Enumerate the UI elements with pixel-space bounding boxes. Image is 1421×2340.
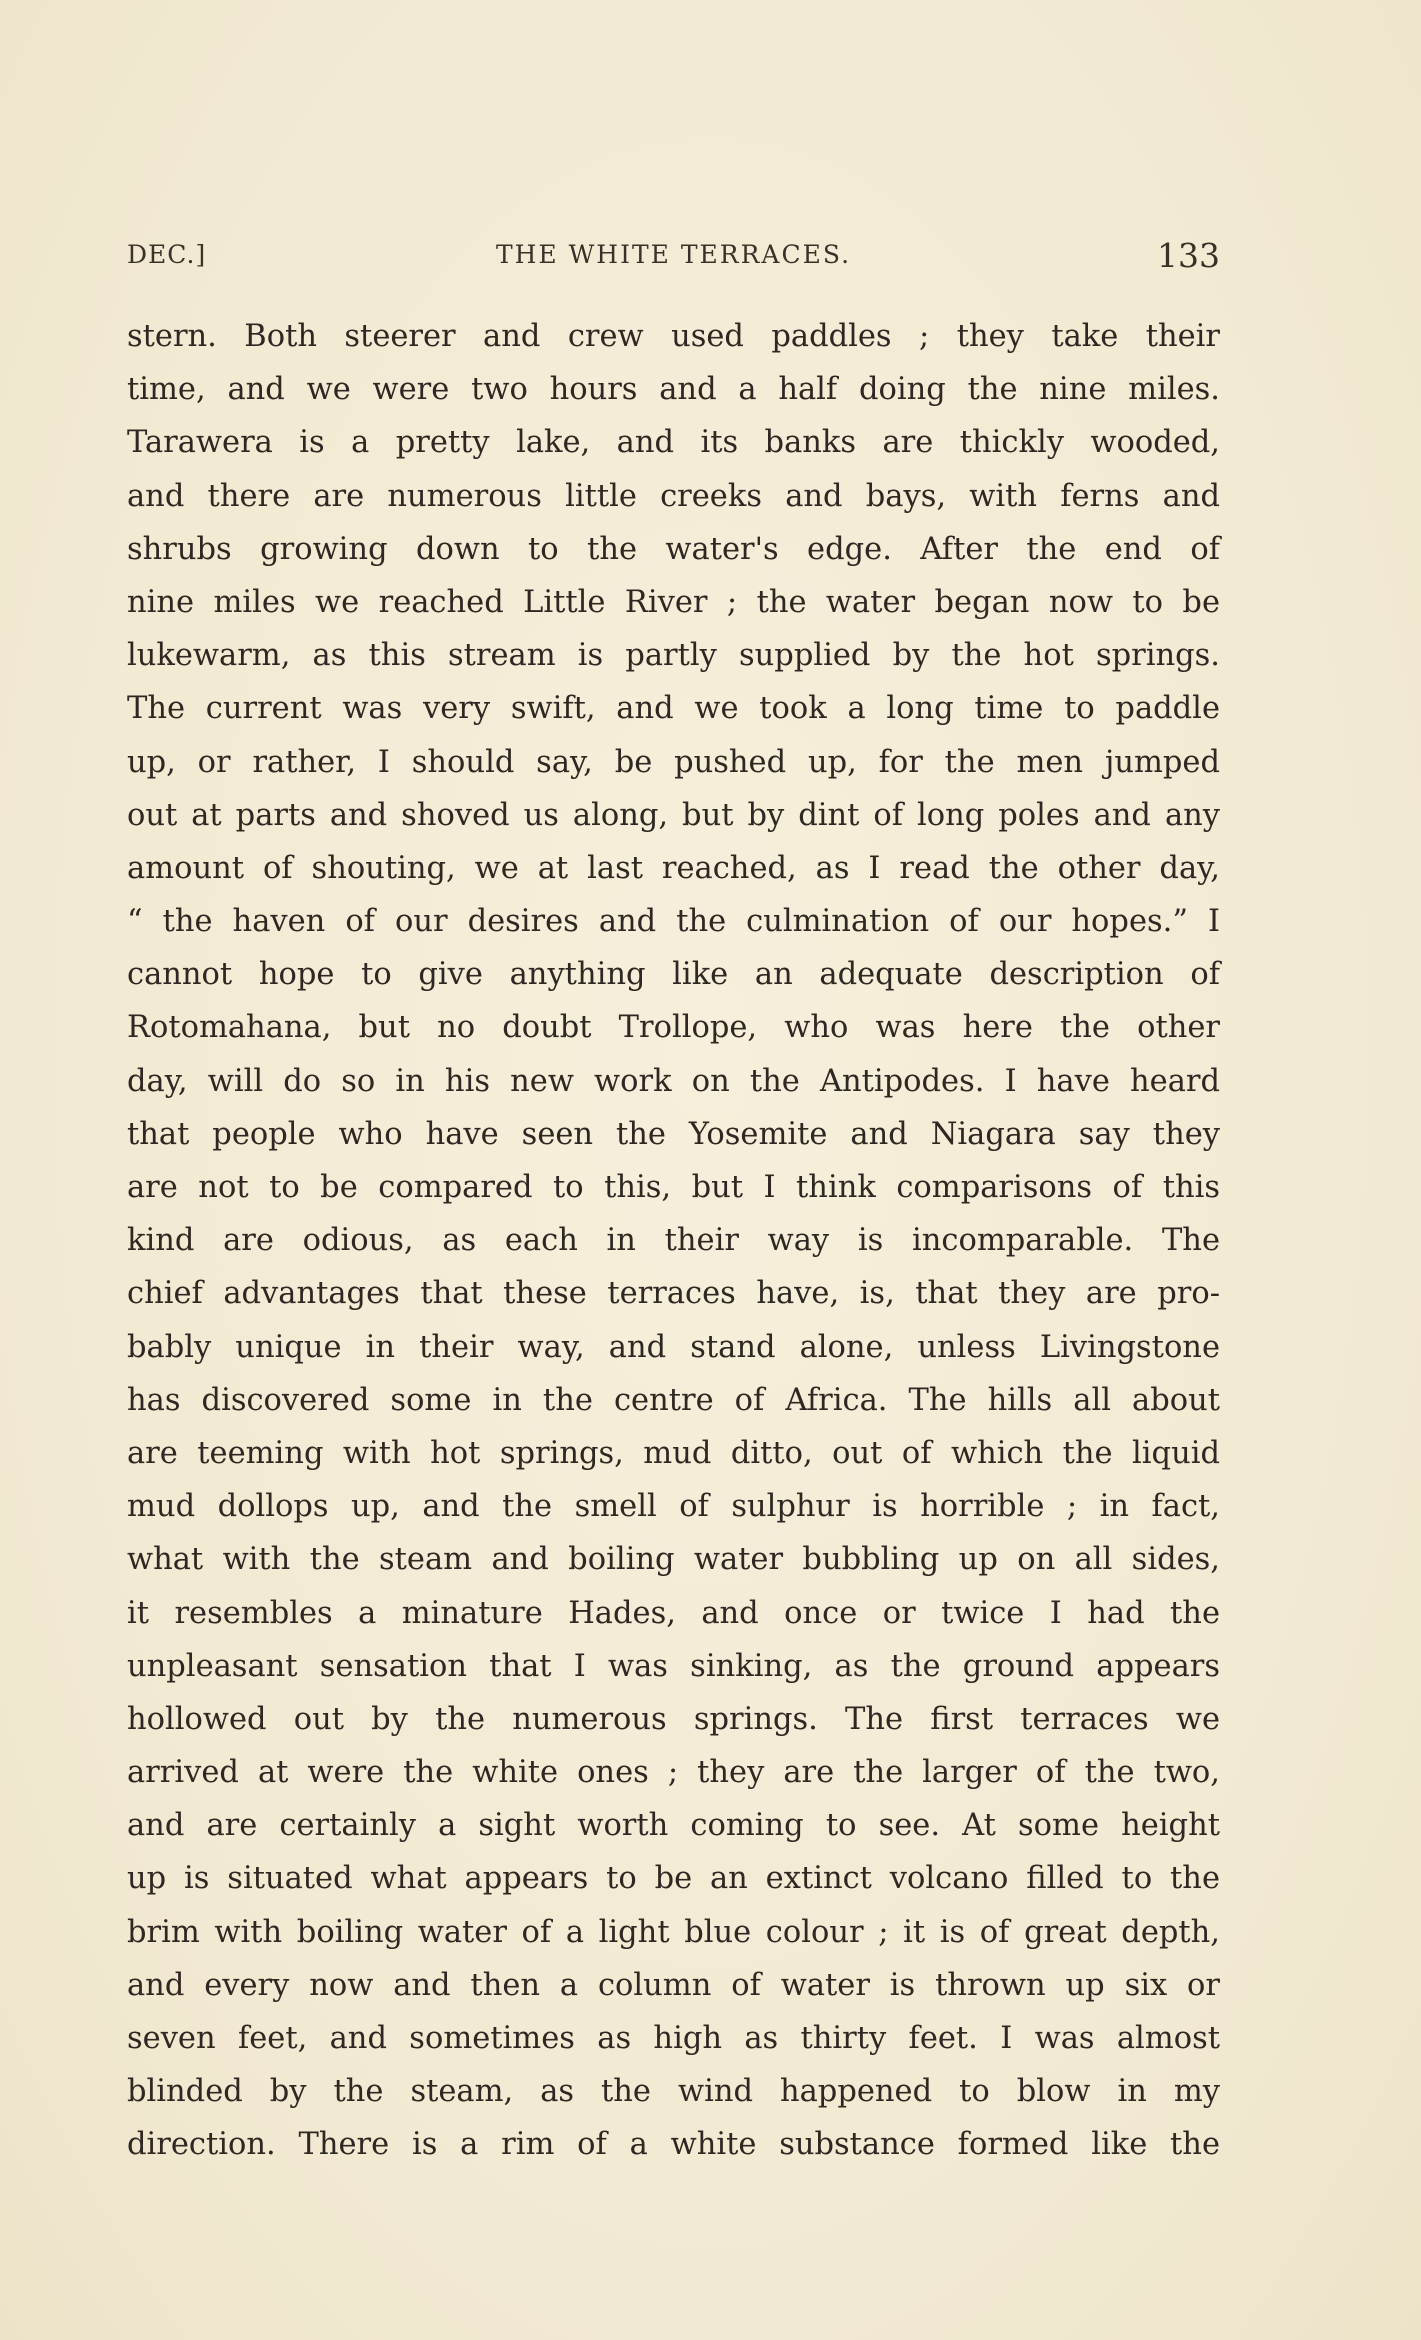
body-text bbox=[127, 310, 1220, 2172]
text-line: brim with boiling water of a light blue colour ; it is of great depth, bbox=[127, 1914, 1220, 1950]
text-line: hollowed out by the numerous springs. The first terraces we bbox=[127, 1701, 1220, 1737]
text-line: blinded by the steam, as the wind happened to blow in my bbox=[127, 2074, 1220, 2110]
text-line: that people who have seen the Yosemite and Niagara say they bbox=[127, 1116, 1220, 1152]
text-line: stern. Both steerer and crew used paddles ; they take their bbox=[127, 319, 1220, 354]
text-line: lukewarm, as this stream is partly supplied by the hot springs. bbox=[127, 638, 1220, 674]
text-line: up is situated what appears to be an extinct volcano filled to the bbox=[127, 1861, 1220, 1897]
text-line: chief advantages that these terraces have, is, that they are pro- bbox=[127, 1276, 1220, 1312]
text-line: has discovered some in the centre of Africa. The hills all about bbox=[127, 1382, 1220, 1418]
text-line: “ the haven of our desires and the culmination of our hopes.” I bbox=[127, 904, 1220, 940]
header-month: DEC.] bbox=[127, 240, 207, 269]
text-line: unpleasant sensation that I was sinking, as the ground appears bbox=[127, 1648, 1220, 1684]
text-line: seven feet, and sometimes as high as thirty feet. I was almost bbox=[127, 2021, 1220, 2056]
text-line: amount of shouting, we at last reached, as I read the other day, bbox=[127, 850, 1220, 886]
text-line: time, and we were two hours and a half doing the nine miles. bbox=[127, 372, 1220, 408]
running-header bbox=[127, 236, 1220, 276]
text-line: are not to be compared to this, but I think comparisons of this bbox=[127, 1170, 1220, 1205]
text-line: it resembles a minature Hades, and once or twice I had the bbox=[127, 1595, 1220, 1631]
text-line: up, or rather, I should say, be pushed up, for the men jumped bbox=[127, 744, 1220, 780]
text-line: and there are numerous little creeks and bays, with ferns and bbox=[127, 478, 1220, 514]
text-line: mud dollops up, and the smell of sulphur is horrible ; in fact, bbox=[127, 1489, 1220, 1525]
text-line: out at parts and shoved us along, but by dint of long poles and any bbox=[127, 797, 1220, 833]
text-line: kind are odious, as each in their way is incomparable. The bbox=[127, 1223, 1220, 1259]
text-line: shrubs growing down to the water's edge. After the end of bbox=[127, 531, 1220, 567]
text-line: are teeming with hot springs, mud ditto, out of which the liquid bbox=[127, 1435, 1220, 1471]
text-line: bably unique in their way, and stand alone, unless Livingstone bbox=[127, 1329, 1220, 1365]
text-line: The current was very swift, and we took a long time to paddle bbox=[127, 691, 1220, 727]
text-line: Tarawera is a pretty lake, and its banks are thickly wooded, bbox=[127, 425, 1220, 461]
text-line: cannot hope to give anything like an adequate description of bbox=[127, 957, 1220, 993]
text-line: what with the steam and boiling water bubbling up on all sides, bbox=[127, 1542, 1220, 1578]
text-line: and are certainly a sight worth coming to see. At some height bbox=[127, 1808, 1220, 1844]
header-chapter-title: THE WHITE TERRACES. bbox=[495, 240, 852, 269]
text-line: Rotomahana, but no doubt Trollope, who was here the other bbox=[127, 1010, 1220, 1046]
text-line: and every now and then a column of water is thrown up six or bbox=[127, 1967, 1220, 2003]
text-line: nine miles we reached Little River ; the water began now to be bbox=[127, 584, 1220, 620]
page-number: 133 bbox=[1157, 236, 1220, 275]
text-line: day, will do so in his new work on the Antipodes. I have heard bbox=[127, 1063, 1220, 1099]
text-line: direction. There is a rim of a white substance formed like the bbox=[127, 2127, 1220, 2163]
text-line: arrived at were the white ones ; they are the larger of the two, bbox=[127, 1755, 1220, 1791]
